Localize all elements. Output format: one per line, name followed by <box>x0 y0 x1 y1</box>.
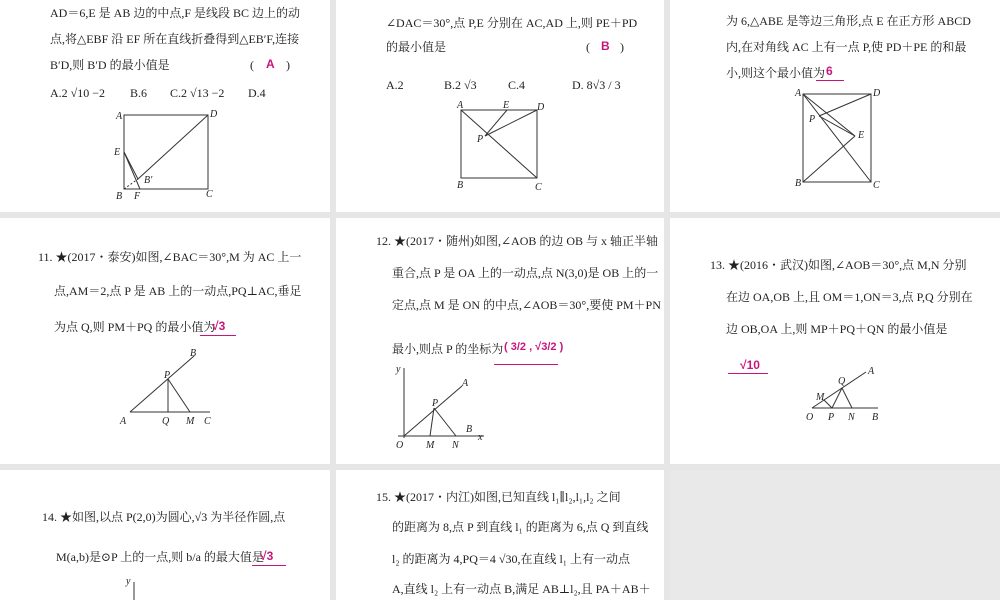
problem-text-line: 15. ★(2017・内江)如图,已知直线 l₁∥l₂,l₁,l₂ 之间 <box>376 490 621 504</box>
answer-choice: A <box>266 57 275 71</box>
problem-text-line: 在边 OA,OB 上,且 OM＝1,ON＝3,点 P,Q 分别在 <box>726 290 973 304</box>
problem-text-line: 重合,点 P 是 OA 上的一动点,点 N(3,0)是 OB 上的一 <box>392 266 659 280</box>
label-A: A <box>457 100 464 111</box>
problem-text-line: 为点 Q,则 PM＋PQ 的最小值为 <box>54 320 216 334</box>
label-M: M <box>426 440 435 451</box>
label-N: N <box>452 440 459 451</box>
label-E: E <box>503 100 510 111</box>
label-D: D <box>210 109 218 120</box>
label-A: A <box>462 378 469 389</box>
problem-cell-top-middle <box>336 0 664 212</box>
problem-text-line: B′D,则 B′D 的最小值是 <box>50 58 170 72</box>
problem-cell-top-left <box>0 0 330 212</box>
answer-value: 6 <box>826 64 833 78</box>
option-c: C.2 √13 −2 <box>170 86 225 100</box>
problem-cell-11 <box>0 218 330 464</box>
geometry-figure <box>118 348 218 433</box>
geometry-figure <box>795 88 885 193</box>
answer-choice: B <box>601 39 610 53</box>
problem-text-line: AD＝6,E 是 AB 边的中点,F 是线段 BC 边上的动 <box>50 6 301 20</box>
problem-text-line: 小,则这个最小值为 <box>726 66 826 80</box>
label-F: F <box>134 191 141 202</box>
problem-text-line: l₂ 的距离为 4,PQ＝4 √30,在直线 l₁ 上有一动点 <box>392 552 630 566</box>
geometry-figure <box>110 105 220 200</box>
problem-text-line: 的距离为 8,点 P 到直线 l₁ 的距离为 6,点 Q 到直线 <box>392 520 649 534</box>
answer-value: ( 3/2 , √3/2 ) <box>504 341 564 353</box>
problem-text-line: 的最小值是 <box>386 40 447 54</box>
label-N: N <box>848 412 855 423</box>
label-B: B <box>190 348 197 359</box>
answer-underline <box>200 335 236 336</box>
label-P: P <box>828 412 835 423</box>
problem-text-line: 边 OB,OA 上,则 MP＋PQ＋QN 的最小值是 <box>726 322 948 336</box>
problem-cell-14 <box>0 470 330 600</box>
problem-cell-15 <box>336 470 664 600</box>
label-y-axis: y <box>396 364 401 375</box>
geometry-figure <box>451 100 551 195</box>
answer-underline <box>816 80 844 81</box>
problem-text-line: 13. ★(2016・武汉)如图,∠AOB＝30°,点 M,N 分别 <box>710 258 967 272</box>
label-C: C <box>873 180 880 191</box>
label-O: O <box>806 412 814 423</box>
problem-text-line: 点,将△EBF 沿 EF 所在直线折叠得到△EB′F,连接 <box>50 32 300 46</box>
label-B-prime: B′ <box>144 175 153 186</box>
label-P: P <box>477 134 484 145</box>
problem-text-line: 最小,则点 P 的坐标为 <box>392 342 504 356</box>
label-C: C <box>535 182 542 193</box>
problem-cell-13 <box>670 218 1000 464</box>
label-Q: Q <box>838 376 846 387</box>
coordinate-figure <box>392 364 492 454</box>
answer-value: √3 <box>260 549 274 563</box>
label-B: B <box>795 178 802 189</box>
answer-underline <box>494 364 558 365</box>
label-y-axis: y <box>126 576 131 587</box>
label-P: P <box>432 398 439 409</box>
label-O: O <box>396 440 404 451</box>
problem-text-line: 为 6,△ABE 是等边三角形,点 E 在正方形 ABCD <box>726 14 971 28</box>
answer-paren-close: ) <box>620 40 624 54</box>
label-B: B <box>116 191 123 202</box>
label-M: M <box>186 416 195 427</box>
answer-value: √10 <box>740 358 760 372</box>
problem-text-line: A,直线 l₂ 上有一动点 B,满足 AB⊥l₂,且 PA＋AB＋ <box>392 582 651 596</box>
label-E: E <box>114 147 121 158</box>
option-a: A.2 √10 −2 <box>50 86 106 100</box>
answer-paren-open: ( <box>250 58 254 72</box>
problem-cell-12 <box>336 218 664 464</box>
problem-text-line: 内,在对角线 AC 上有一点 P,使 PD＋PE 的和最 <box>726 40 967 54</box>
geometry-figure <box>800 364 890 424</box>
problem-text-line: 12. ★(2017・随州)如图,∠AOB 的边 OB 与 x 轴正半轴 <box>376 234 659 248</box>
option-a: A.2 <box>386 78 404 92</box>
problem-cell-top-right <box>670 0 1000 212</box>
label-Q: Q <box>162 416 170 427</box>
problem-text-line: 定点,点 M 是 ON 的中点,∠AOB＝30°,要使 PM＋PN <box>392 298 661 312</box>
answer-underline <box>252 565 286 566</box>
problem-text-line: 点,AM＝2,点 P 是 AB 上的一动点,PQ⊥AC,垂足 <box>54 284 302 298</box>
problem-text-line: 14. ★如图,以点 P(2,0)为圆心,√3 为半径作圆,点 <box>42 510 286 524</box>
label-E: E <box>858 130 865 141</box>
label-A: A <box>795 88 802 99</box>
label-D: D <box>873 88 881 99</box>
coordinate-figure <box>126 576 146 600</box>
option-c: C.4 <box>508 78 526 92</box>
label-B: B <box>466 424 473 435</box>
option-b: B.2 √3 <box>444 78 477 92</box>
label-A: A <box>116 111 123 122</box>
answer-underline <box>728 373 768 374</box>
option-b: B.6 <box>130 86 148 100</box>
answer-value: √3 <box>212 319 226 333</box>
label-A: A <box>120 416 127 427</box>
label-B: B <box>457 180 464 191</box>
answer-paren-close: ) <box>286 58 290 72</box>
label-x-axis: x <box>478 432 483 443</box>
label-B: B <box>872 412 879 423</box>
problem-text-line: ∠DAC＝30°,点 P,E 分别在 AC,AD 上,则 PE＋PD <box>386 16 638 30</box>
empty-cell <box>670 470 1000 600</box>
label-P: P <box>164 370 171 381</box>
problem-text-line: M(a,b)是⊙P 上的一点,则 b/a 的最大值是 <box>56 550 264 564</box>
label-C: C <box>206 189 213 200</box>
answer-paren-open: ( <box>586 40 590 54</box>
option-d: D.4 <box>248 86 266 100</box>
option-d: D. 8√3 / 3 <box>572 78 621 92</box>
label-M: M <box>816 392 825 403</box>
label-A: A <box>868 366 875 377</box>
label-C: C <box>204 416 211 427</box>
label-D: D <box>537 102 545 113</box>
label-P: P <box>809 114 816 125</box>
problem-text-line: 11. ★(2017・泰安)如图,∠BAC＝30°,M 为 AC 上一 <box>38 250 302 264</box>
